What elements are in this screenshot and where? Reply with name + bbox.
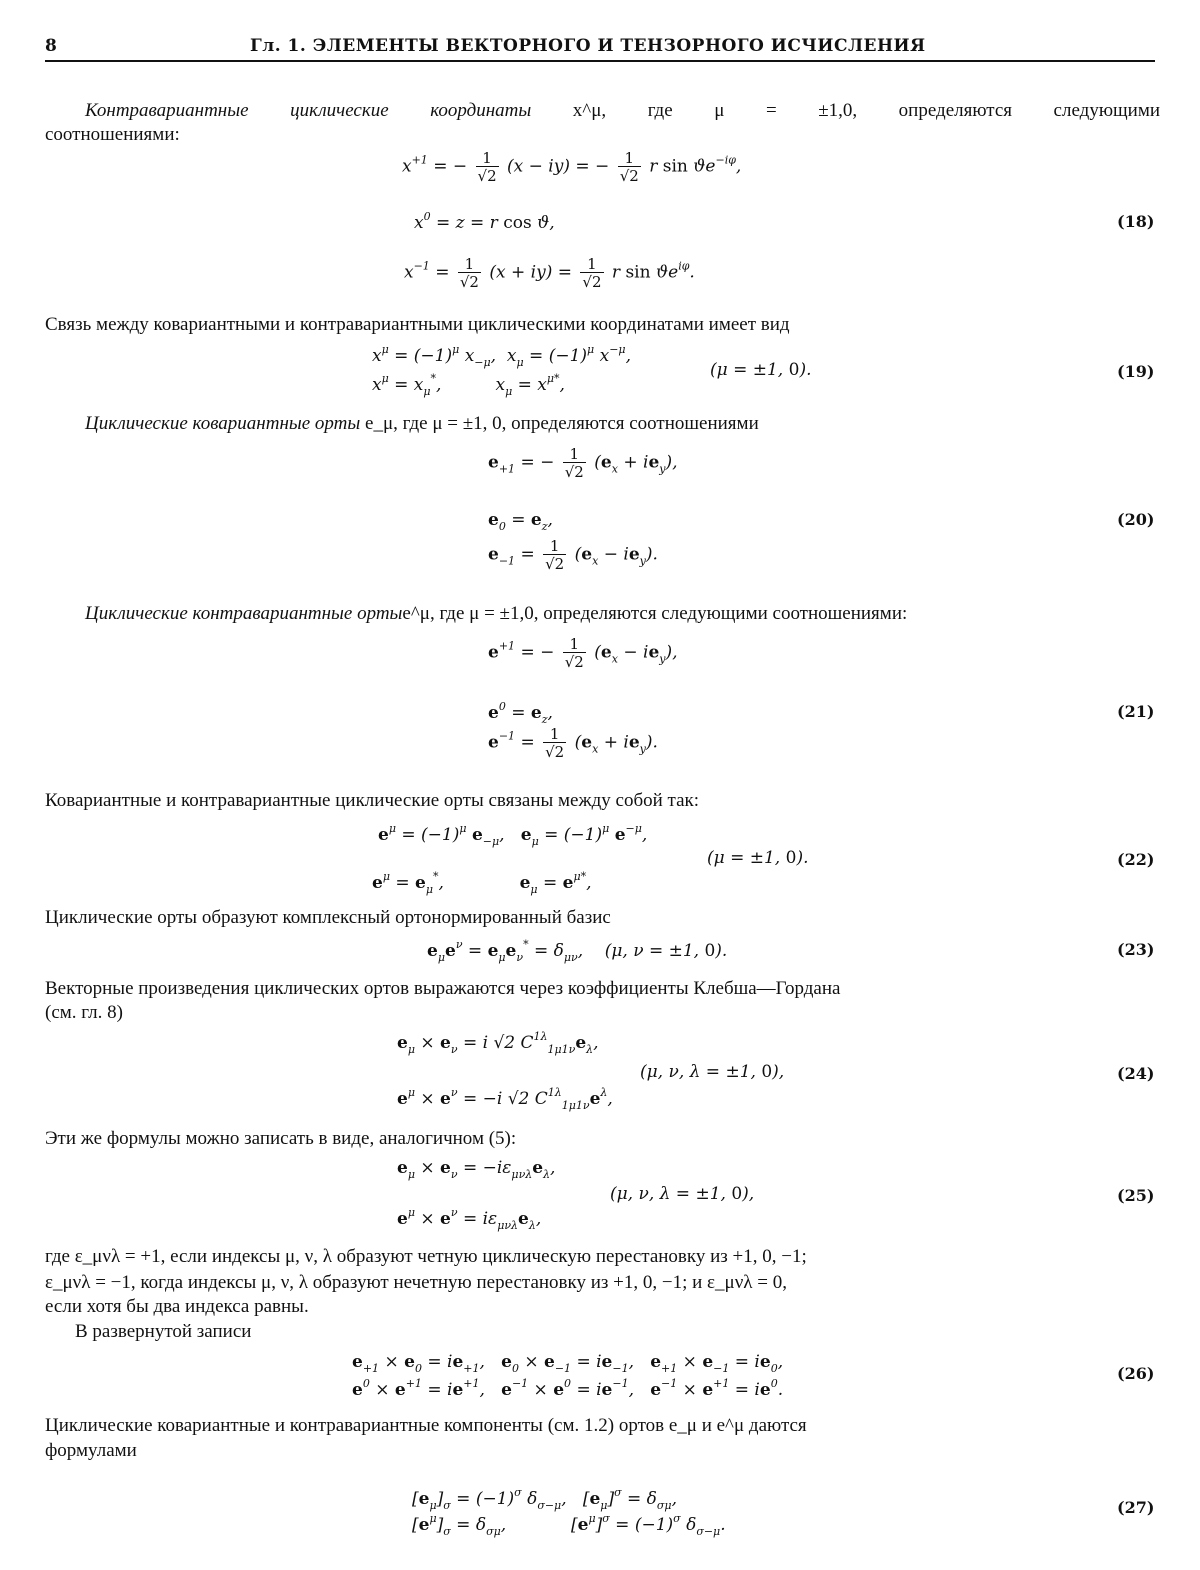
equation-22-condition: (μ = ±1, 0). bbox=[707, 848, 809, 868]
paragraph-text: e^μ, где μ = ±1,0, определяются следующими соотношениями: bbox=[402, 603, 908, 624]
paragraph-text-line: (см. гл. 8) bbox=[45, 1002, 123, 1023]
running-title: Гл. 1. ЭЛЕМЕНТЫ ВЕКТОРНОГО И ТЕНЗОРНОГО ИСЧИСЛЕНИЯ bbox=[250, 36, 926, 56]
equation-24-condition: (μ, ν, λ = ±1, 0), bbox=[640, 1062, 785, 1082]
paragraph-contravariant-orts bbox=[85, 603, 907, 625]
paragraph-text: x^μ, где μ = ±1,0, определяются следующими bbox=[572, 100, 1161, 121]
equation-24-line-2: $e^\mu \times e^\nu = -i$ √2 $C^{1\lambda}_{1\mu 1\nu}e^\lambda$, bbox=[397, 1086, 613, 1112]
italic-term: Циклические контравариантные орты bbox=[85, 603, 403, 624]
paragraph-text-line: соотношениями: bbox=[45, 124, 180, 145]
paragraph-covariant-orts bbox=[85, 413, 759, 435]
equation-27-line-2: $[e^\mu]_\sigma = \delta_{\sigma\mu}$, $[e^\mu]^\sigma = (-1)^\sigma$ $\delta_{\sigma-\mu}$. bbox=[412, 1512, 726, 1538]
equation-25-condition: (μ, ν, λ = ±1, 0), bbox=[610, 1184, 755, 1204]
paragraph-relation-coordinates: Связь между ковариантными и контравариантными циклическими координатами имеет вид bbox=[45, 314, 790, 335]
italic-term: Контравариантные циклические координаты bbox=[85, 100, 532, 121]
equation-26-line-1: $e_{+1} \times e_0 = ie_{+1}$, $e_0 \times e_{-1} = ie_{-1}$, $e_{+1} \times e_{-1} = ie_0$, bbox=[352, 1352, 784, 1375]
equation-number-22: (22) bbox=[1117, 850, 1155, 869]
equation-26-line-2: $e^0 \times e^{+1} = ie^{+1}$, $e^{-1} \times e^0 = ie^{-1}$, $e^{-1} \times e^{+1} = ie^0$. bbox=[352, 1377, 784, 1400]
equation-22-line-1: $e^\mu = (-1)^\mu$ $e_{-\mu}$, $e_\mu = (-1)^\mu$ $e^{-\mu}$, bbox=[378, 822, 648, 848]
equation-18-line-1: $x^{+1}$ = − $\frac{1}{√2}$ (x − iy) = − $\frac{1}{√2}$ r $\sin ϑe^{-i\varphi}$, bbox=[402, 149, 742, 185]
equation-22-line-2: $e^\mu = e_\mu^*$, $e_\mu = e^{\mu*}$, bbox=[372, 870, 592, 896]
equation-18-line-3: $x^{-1}$ = $\frac{1}{√2}$ (x + iy) = $\frac{1}{√2}$ r $\sin ϑe^{i\varphi}$. bbox=[404, 255, 695, 291]
equation-24-line-1: $e_\mu \times e_\nu = i$ √2 $C^{1\lambda}_{1\mu 1\nu}e_\lambda$, bbox=[397, 1030, 599, 1056]
paragraph-text-line: формулами bbox=[45, 1440, 137, 1461]
equation-19-line-2: $x^\mu = x_\mu^*$, $x_\mu = x^{\mu*}$, bbox=[372, 372, 565, 398]
page-number: 8 bbox=[45, 36, 58, 56]
equation-23: $e_\mu e^\nu = e_\mu e_\nu^* = \delta_{\mu\nu}$, (μ, ν = ±1, 0). bbox=[427, 938, 728, 964]
equation-19-condition: (μ = ±1, 0). bbox=[710, 360, 812, 380]
paragraph-orthonormal-basis: Циклические орты образуют комплексный ортонормированный базис bbox=[45, 907, 611, 928]
paragraph-orts-relation: Ковариантные и контравариантные циклические орты связаны между собой так: bbox=[45, 790, 700, 811]
paragraph-same-formulas: Эти же формулы можно записать в виде, аналогичном (5): bbox=[45, 1128, 517, 1149]
equation-20-line-1: $e_{+1}$ = − $\frac{1}{√2}$ $(e_x + ie_y)$, bbox=[488, 445, 678, 481]
paragraph-epsilon-definition-2: ε_μνλ = −1, когда индексы μ, ν, λ образуют нечетную перестановку из +1, 0, −1; и ε_μνλ = 0, bbox=[45, 1272, 787, 1293]
equation-21-line-3: $e^{-1}$ = $\frac{1}{√2}$ $(e_x + ie_y)$. bbox=[488, 725, 658, 761]
equation-20-line-2: $e_0 = e_z$, bbox=[488, 510, 553, 533]
equation-21-line-2: $e^0 = e_z$, bbox=[488, 700, 553, 726]
paragraph-epsilon-definition-3: если хотя бы два индекса равны. bbox=[45, 1296, 309, 1317]
equation-25-line-2: $e^\mu \times e^\nu = i\varepsilon_{\mu\nu\lambda}e_\lambda$, bbox=[397, 1206, 542, 1232]
paragraph-vector-products: Векторные произведения циклических ортов выражаются через коэффициенты Клебша—Гордана bbox=[45, 978, 841, 999]
equation-27-line-1: $[e_\mu]_\sigma = (-1)^\sigma$ $\delta_{\sigma-\mu}$, $[e_\mu]^\sigma = \delta_{\sigma\mu}$, bbox=[412, 1486, 677, 1512]
paragraph-text: e_μ, где μ = ±1, 0, определяются соотношениями bbox=[365, 413, 759, 434]
page-header bbox=[45, 36, 1155, 62]
equation-20-line-3: $e_{-1}$ = $\frac{1}{√2}$ $(e_x - ie_y)$. bbox=[488, 537, 658, 573]
equation-number-25: (25) bbox=[1117, 1186, 1155, 1205]
equation-number-20: (20) bbox=[1117, 510, 1155, 529]
equation-number-21: (21) bbox=[1117, 702, 1155, 721]
equation-number-26: (26) bbox=[1117, 1364, 1155, 1383]
equation-21-line-1: $e^{+1}$ = − $\frac{1}{√2}$ $(e_x - ie_y)$, bbox=[488, 635, 678, 671]
paragraph-contravariant-coordinates bbox=[45, 100, 1160, 122]
paragraph-epsilon-definition-1: где ε_μνλ = +1, если индексы μ, ν, λ образуют четную циклическую перестановку из +1, 0, −1; bbox=[45, 1246, 807, 1267]
equation-number-18: (18) bbox=[1117, 212, 1155, 231]
equation-number-24: (24) bbox=[1117, 1064, 1155, 1083]
equation-number-27: (27) bbox=[1117, 1498, 1155, 1517]
italic-term: Циклические ковариантные орты bbox=[85, 413, 361, 434]
equation-number-23: (23) bbox=[1117, 940, 1155, 959]
equation-25-line-1: $e_\mu \times e_\nu = -i\varepsilon_{\mu\nu\lambda}e_\lambda$, bbox=[397, 1158, 556, 1181]
equation-number-19: (19) bbox=[1117, 362, 1155, 381]
paragraph-expanded-form: В развернутой записи bbox=[75, 1321, 252, 1342]
paragraph-components: Циклические ковариантные и контравариантные компоненты (см. 1.2) ортов e_μ и e^μ даются bbox=[45, 1415, 807, 1436]
equation-18-line-2: $x^0 = z = r$ cos ϑ, bbox=[414, 210, 555, 233]
equation-19-line-1: $x^\mu = (-1)^\mu$ $x_{-\mu}$, $x_\mu = (-1)^\mu$ $x^{-\mu}$, bbox=[372, 343, 631, 369]
